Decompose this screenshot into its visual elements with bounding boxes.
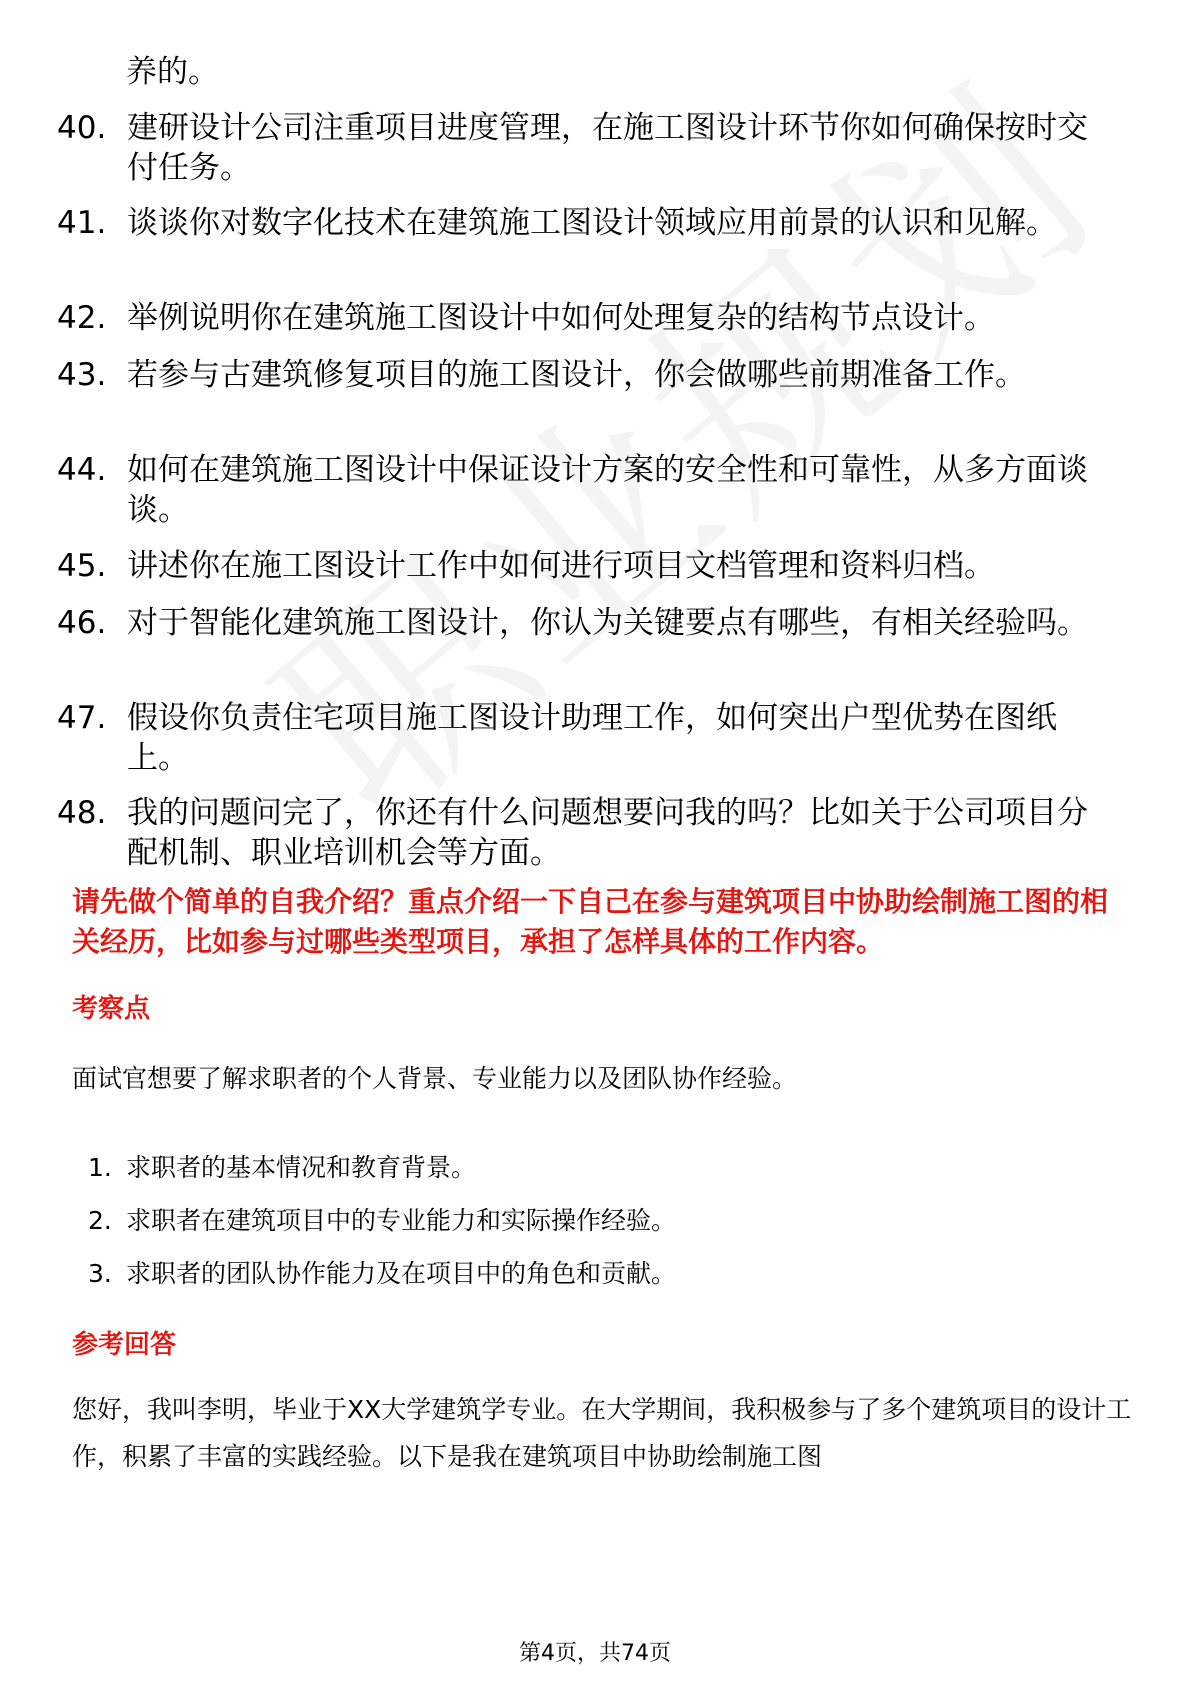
- question-text: 谈谈你对数字化技术在建筑施工图设计领域应用前景的认识和见解。: [127, 205, 1057, 241]
- question-text: 若参与古建筑修复项目的施工图设计，你会做哪些前期准备工作。: [127, 357, 1026, 393]
- list-number: 1.: [88, 1153, 112, 1182]
- list-number: 3.: [88, 1259, 112, 1288]
- question-item: [57, 450, 1117, 530]
- continuation-text: 养的。: [126, 54, 219, 90]
- list-text: 求职者的团队协作能力及在项目中的角色和贡献。: [126, 1259, 677, 1288]
- question-number: 40.: [57, 110, 107, 146]
- section-heading-kaochadian: 考察点: [72, 994, 151, 1024]
- question-text: 讲述你在施工图设计工作中如何进行项目文档管理和资料归档。: [127, 548, 995, 584]
- list-item: [88, 1254, 676, 1290]
- question-text: 如何在建筑施工图设计中保证设计方案的安全性和可靠性，从多方面谈谈。: [127, 452, 1088, 528]
- question-text: 举例说明你在建筑施工图设计中如何处理复杂的结构节点设计。: [127, 300, 995, 336]
- list-number: 2.: [88, 1206, 112, 1235]
- question-item: [57, 298, 1117, 338]
- question-item: [57, 698, 1117, 778]
- question-text: 建研设计公司注重项目进度管理，在施工图设计环节你如何确保按时交付任务。: [127, 110, 1088, 186]
- list-item: [88, 1201, 676, 1237]
- question-item: [57, 355, 1117, 395]
- question-number: 43.: [57, 357, 107, 393]
- question-number: 46.: [57, 605, 107, 641]
- list-text: 求职者的基本情况和教育背景。: [126, 1153, 477, 1182]
- question-item: [57, 793, 1117, 873]
- page-footer: 第4页，共74页: [519, 1641, 671, 1666]
- question-number: 44.: [57, 452, 107, 488]
- question-number: 48.: [57, 795, 107, 831]
- question-text: 我的问题问完了，你还有什么问题想要问我的吗？比如关于公司项目分配机制、职业培训机会等方面。: [127, 795, 1088, 871]
- question-item: [57, 203, 1117, 243]
- list-item: [88, 1148, 476, 1184]
- featured-question: 请先做个简单的自我介绍？重点介绍一下自己在参与建筑项目中协助绘制施工图的相关经历，比如参与过哪些类型项目，承担了怎样具体的工作内容。: [72, 885, 1109, 958]
- question-number: 47.: [57, 700, 107, 736]
- answer-text: 您好，我叫李明，毕业于XX大学建筑学专业。在大学期间，我积极参与了多个建筑项目的设计工作，积累了丰富的实践经验。以下是我在建筑项目中协助绘制施工图: [72, 1395, 1132, 1471]
- question-number: 41.: [57, 205, 107, 241]
- question-item: [57, 108, 1117, 188]
- kaochadian-intro: 面试官想要了解求职者的个人背景、专业能力以及团队协作经验。: [72, 1064, 798, 1093]
- question-text: 对于智能化建筑施工图设计，你认为关键要点有哪些，有相关经验吗。: [127, 605, 1088, 641]
- question-text: 假设你负责住宅项目施工图设计助理工作，如何突出户型优势在图纸上。: [127, 700, 1057, 776]
- question-item: [57, 546, 1117, 586]
- question-number: 45.: [57, 548, 107, 584]
- section-heading-answer: 参考回答: [72, 1330, 177, 1360]
- question-number: 42.: [57, 300, 107, 336]
- question-item: [57, 603, 1117, 643]
- list-text: 求职者在建筑项目中的专业能力和实际操作经验。: [126, 1206, 677, 1235]
